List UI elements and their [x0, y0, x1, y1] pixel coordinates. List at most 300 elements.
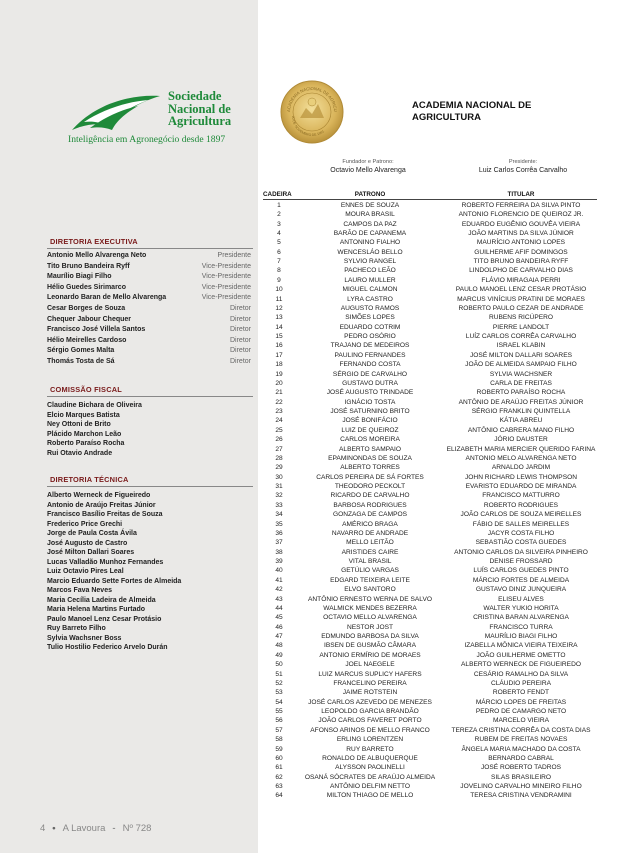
- titular-name: ROBERTO PARAÍSO ROCHA: [476, 389, 566, 397]
- issue-number: Nº 728: [122, 823, 152, 834]
- titular-name: TERESA CRISTINA VENDRAMINI: [470, 792, 572, 800]
- page-number: 4: [40, 823, 46, 834]
- titular-name: TITO BRUNO BANDEIRA RYFF: [473, 258, 569, 266]
- table-row: [263, 585, 597, 594]
- header-cadeira: CADEIRA: [263, 191, 292, 198]
- table-row: [263, 670, 597, 679]
- table-row: [263, 576, 597, 585]
- member-role: Presidente: [217, 252, 251, 259]
- table-row: [263, 445, 597, 454]
- titular-name: RUBEM DE FREITAS NOVAES: [474, 736, 568, 744]
- member-role: Diretor: [229, 304, 251, 312]
- titular-name: SÉRGIO FRANKLIN QUINTELLA: [471, 408, 571, 416]
- titular-name: GUSTAVO DINIZ JUNQUEIRA: [475, 586, 567, 594]
- member-name: Antonio de Araújo Freitas Júnior: [47, 501, 156, 509]
- patrono-name: CARLOS MOREIRA: [340, 436, 400, 444]
- member-row: [47, 304, 251, 315]
- titular-name: IZABELLA MÔNICA VIEIRA TEIXEIRA: [464, 642, 578, 650]
- patrono-name: ANTONINO FIALHO: [339, 239, 401, 247]
- member-row: [47, 272, 251, 283]
- patrono-name: AMÉRICO BRAGA: [342, 520, 398, 528]
- table-row: [263, 370, 597, 379]
- table-row: [263, 763, 597, 772]
- member-name: Maurílio Biagi Filho: [47, 273, 112, 281]
- divider: [47, 248, 253, 249]
- cadeira-number: 31: [275, 483, 283, 491]
- member-role: Diretor: [229, 357, 251, 365]
- patrono-name: CAMPOS DA PAZ: [343, 220, 397, 228]
- member-role: Diretor: [229, 315, 251, 323]
- cadeira-number: 40: [275, 567, 283, 575]
- member-role: Vice-Presidente: [201, 262, 251, 270]
- titular-name: ANTÔNIO CABRERA MANO FILHO: [467, 426, 575, 434]
- diretoria-tecnica-title: DIRETORIA TÉCNICA: [50, 475, 129, 484]
- cadeira-number: 41: [275, 576, 283, 584]
- cadeira-number: 63: [275, 783, 283, 791]
- titular-name: ANTÔNIO DE ARAÚJO FREITAS JÚNIOR: [458, 398, 584, 406]
- member-name: Leonardo Baran de Mello Alvarenga: [47, 294, 167, 302]
- diretoria-tecnica-list: [47, 491, 253, 653]
- cadeira-number: 33: [275, 501, 283, 509]
- cadeira-number: 4: [277, 229, 281, 237]
- table-row: [263, 210, 597, 219]
- cadeira-number: 64: [275, 792, 283, 800]
- table-row: [263, 632, 597, 641]
- patrono-name: NAVARRO DE ANDRADE: [331, 529, 409, 537]
- table-row: [263, 698, 597, 707]
- patrono-name: ALBERTO SAMPAIO: [339, 445, 401, 453]
- patrono-name: OCTAVIO MELLO ALVARENGA: [323, 614, 417, 622]
- divider: [47, 486, 253, 487]
- table-header: [263, 190, 597, 199]
- table-row: [263, 716, 597, 725]
- cadeira-number: 45: [275, 614, 283, 622]
- table-row: [263, 529, 597, 538]
- patrono-name: ANTÔNIO DELFIM NETTO: [329, 783, 411, 791]
- cadeira-number: 27: [275, 445, 283, 453]
- patrono-name: JAIME ROTSTEIN: [342, 689, 398, 697]
- cadeira-number: 32: [275, 492, 283, 500]
- divider: [47, 396, 253, 397]
- patrono-name: BARBOSA RODRIGUES: [333, 501, 407, 509]
- titular-name: ÂNGELA MARIA MACHADO DA COSTA: [461, 745, 581, 753]
- cadeira-number: 25: [275, 426, 283, 434]
- member-name: Claudine Bichara de Oliveira: [47, 402, 142, 409]
- member-name: Thomás Tosta de Sá: [47, 357, 115, 365]
- member-name: Ney Ottoni de Brito: [47, 421, 111, 428]
- table-row: [263, 304, 597, 313]
- sna-logo: [70, 86, 250, 156]
- member-name: Tito Bruno Bandeira Ryff: [47, 262, 130, 270]
- cadeira-number: 23: [275, 408, 283, 416]
- page-footer: 4 • A Lavoura - Nº 728: [40, 823, 152, 834]
- patrono-name: CARLOS PEREIRA DE SÁ FORTES: [316, 473, 424, 481]
- comissao-fiscal-list: [47, 401, 253, 458]
- table-row: [263, 388, 597, 397]
- table-row: [263, 604, 597, 613]
- titular-name: JOVELINO CARVALHO MINEIRO FILHO: [460, 783, 582, 791]
- academia-title-line-1: ACADEMIA NACIONAL DE: [412, 100, 532, 111]
- titular-name: EDUARDO EUGÊNIO GOUVÊA VIEIRA: [461, 220, 581, 228]
- cadeira-number: 62: [275, 773, 283, 781]
- patrono-name: LAURO MULLER: [344, 276, 396, 284]
- table-row: [263, 782, 597, 791]
- patrono-name: LYRA CASTRO: [347, 295, 393, 303]
- cadeira-number: 2: [277, 211, 281, 219]
- titular-name: MÁRCIO FORTES DE ALMEIDA: [472, 576, 570, 584]
- member-row: [47, 293, 251, 304]
- seal-text: ACADEMIA NACIONAL DE AGRICU: [285, 85, 339, 113]
- titular-name: CESÁRIO RAMALHO DA SILVA: [473, 670, 569, 678]
- patrono-name: ENNES DE SOUZA: [340, 201, 400, 209]
- sna-leaf-icon: [70, 92, 162, 136]
- cadeira-number: 22: [275, 398, 283, 406]
- table-row: [263, 754, 597, 763]
- table-row: [263, 745, 597, 754]
- header-rule: [263, 199, 597, 200]
- titular-name: JOSÉ ROBERTO TADROS: [480, 764, 562, 772]
- titular-name: BERNARDO CABRAL: [488, 754, 554, 762]
- table-row: [263, 641, 597, 650]
- cadeira-number: 44: [275, 604, 283, 612]
- table-row: [263, 595, 597, 604]
- titular-name: RUBENS RICÚPERO: [488, 314, 554, 322]
- member-name: Maria Cecília Ladeira de Almeida: [47, 596, 156, 604]
- cadeira-number: 37: [275, 539, 283, 547]
- table-row: [263, 501, 597, 510]
- titular-name: JÓRIO DAUSTER: [494, 436, 548, 444]
- titular-name: DENISE FROSSARD: [489, 558, 553, 566]
- cadeira-number: 42: [275, 586, 283, 594]
- patrono-name: FRANCELINO PEREIRA: [333, 679, 407, 687]
- cadeira-number: 26: [275, 436, 283, 444]
- titular-name: SILAS BRASILEIRO: [490, 773, 552, 781]
- titular-name: EVARISTO EDUARDO DE MIRANDA: [465, 483, 577, 491]
- titular-name: LUÍS CARLOS GUEDES PINTO: [473, 567, 569, 575]
- titular-name: ANTONIO MELO ALVARENGA NETO: [465, 454, 577, 462]
- cadeira-number: 20: [275, 379, 283, 387]
- patrono-name: JOSÉ SATURNINO BRITO: [330, 408, 410, 416]
- table-row: [263, 548, 597, 557]
- member-role: Vice-Presidente: [201, 283, 251, 291]
- diretoria-executiva-list: [47, 251, 251, 368]
- titular-name: LUÍZ CARLOS CORRÊA CARVALHO: [465, 333, 577, 341]
- table-row: [263, 491, 597, 500]
- cadeira-number: 46: [275, 623, 283, 631]
- patrono-name: GUSTAVO DUTRA: [342, 379, 398, 387]
- titular-name: ROBERTO FENDT: [492, 689, 550, 697]
- member-name: Roberto Paraíso Rocha: [47, 440, 125, 447]
- table-row: [263, 407, 597, 416]
- member-name: Elcio Marques Batista: [47, 411, 120, 419]
- titular-name: ANTONIO CARLOS DA SILVEIRA PINHEIRO: [454, 548, 588, 556]
- patrono-name: JOSÉ BONIFÁCIO: [342, 417, 398, 425]
- logo-line-1: Sociedade: [168, 89, 222, 103]
- table-row: [263, 726, 597, 735]
- cadeira-number: 51: [275, 670, 283, 678]
- member-name: Cesar Borges de Souza: [47, 304, 126, 312]
- table-row: [263, 416, 597, 425]
- cadeira-number: 52: [275, 679, 283, 687]
- cadeira-number: 28: [275, 454, 283, 462]
- member-name: Chequer Jabour Chequer: [47, 315, 132, 323]
- table-row: [263, 688, 597, 697]
- member-role: Diretor: [229, 347, 251, 355]
- titular-name: ROBERTO FERREIRA DA SILVA PINTO: [461, 201, 581, 209]
- header-patrono: PATRONO: [354, 191, 386, 198]
- cadeira-number: 1: [277, 201, 281, 209]
- cadeira-number: 56: [275, 717, 283, 725]
- titular-name: GUILHERME AFIF DOMINGOS: [474, 248, 568, 256]
- table-row: [263, 276, 597, 285]
- table-row: [263, 463, 597, 472]
- titular-name: FRANCISCO TURRA: [489, 623, 553, 631]
- patrono-name: AFONSO ARINOS DE MELLO FRANCO: [310, 726, 430, 734]
- table-row: [263, 426, 597, 435]
- member-name: Francisco Basílio Freitas de Souza: [47, 511, 163, 518]
- titular-name: JACYR COSTA FILHO: [487, 529, 555, 537]
- table-row: [263, 229, 597, 238]
- founder-label: Fundador e Patrono:: [342, 159, 394, 165]
- titular-name: MARCUS VINÍCIUS PRATINI DE MORAES: [457, 295, 585, 303]
- president-block: [468, 158, 578, 175]
- titular-name: JOÃO DE ALMEIDA SAMPAIO FILHO: [465, 361, 577, 369]
- header-titular: TITULAR: [507, 191, 535, 198]
- cadeira-number: 57: [275, 726, 283, 734]
- patrono-name: AUGUSTO RAMOS: [340, 304, 400, 312]
- president-name: Luiz Carlos Corrêa Carvalho: [478, 167, 568, 174]
- table-row: [263, 257, 597, 266]
- member-name: José Milton Dallari Soares: [47, 549, 135, 556]
- cadeira-number: 11: [275, 295, 283, 303]
- titular-name: CARLA DE FREITAS: [490, 379, 552, 387]
- patrono-name: JOÃO CARLOS FAVERET PORTO: [318, 717, 422, 725]
- titular-name: CLÁUDIO PEREIRA: [490, 679, 552, 687]
- cadeira-number: 9: [277, 276, 281, 284]
- cadeira-number: 15: [275, 333, 283, 341]
- cadeira-number: 3: [277, 220, 281, 228]
- cadeira-number: 53: [275, 689, 283, 697]
- table-row: [263, 248, 597, 257]
- patrono-name: SIMÕES LOPES: [345, 314, 395, 322]
- cadeira-number: 36: [275, 529, 283, 537]
- cadeira-number: 10: [275, 286, 283, 294]
- cadeira-number: 17: [275, 351, 283, 359]
- patrono-name: GETÚLIO VARGAS: [341, 567, 399, 575]
- cadeira-number: 50: [275, 661, 283, 669]
- founder-block: [316, 158, 420, 175]
- patrono-name: WALMICK MENDES BEZERRA: [323, 604, 417, 612]
- cadeira-number: 48: [275, 642, 283, 650]
- cadeira-number: 38: [275, 548, 283, 556]
- patrono-name: PEDRO OSÓRIO: [344, 333, 396, 341]
- logo-line-3: Agricultura: [168, 114, 232, 128]
- table-row: [263, 313, 597, 322]
- cadeira-number: 47: [275, 633, 283, 641]
- cadeira-number: 34: [275, 511, 283, 519]
- patrono-name: EDUARDO COTRIM: [339, 323, 401, 331]
- patrono-name: RONALDO DE ALBUQUERQUE: [322, 754, 418, 762]
- cadeira-number: 55: [275, 708, 283, 716]
- member-name: Luiz Octavio Pires Leal: [47, 568, 124, 575]
- table-body: [263, 201, 597, 801]
- cadeira-number: 58: [275, 736, 283, 744]
- member-row: [47, 346, 251, 357]
- titular-name: ARNALDO JARDIM: [491, 464, 551, 472]
- member-row: [47, 336, 251, 347]
- sna-logo-text: [168, 90, 231, 128]
- member-name: Rui Otavio Andrade: [47, 449, 113, 457]
- patrono-name: IGNÁCIO TOSTA: [344, 398, 396, 406]
- cadeira-number: 49: [275, 651, 283, 659]
- titular-name: ELISEU ALVES: [498, 595, 544, 603]
- cadeira-number: 54: [275, 698, 283, 706]
- table-row: [263, 379, 597, 388]
- titular-name: ANTONIO FLORENCIO DE QUEIROZ JR.: [458, 211, 584, 219]
- academia-title-line-2: AGRICULTURA: [412, 111, 481, 123]
- table-row: [263, 679, 597, 688]
- table-row: [263, 295, 597, 304]
- member-name: Jorge de Paula Costa Ávila: [47, 530, 137, 537]
- patrono-name: ALYSSON PAOLINELLI: [335, 764, 405, 772]
- sna-tagline: Inteligência em Agronegócio desde 1897: [68, 134, 226, 145]
- titular-name: ROBERTO PAULO CEZAR DE ANDRADE: [458, 304, 584, 312]
- titular-name: MAURÍCIO ANTONIO LOPES: [476, 239, 566, 247]
- member-name: Francisco José Villela Santos: [47, 326, 146, 334]
- table-row: [263, 332, 597, 341]
- patrono-name: ALBERTO TORRES: [340, 464, 400, 472]
- member-row: [47, 262, 251, 273]
- patrono-name: ANTONIO ERMÍRIO DE MORAES: [319, 651, 421, 659]
- titular-name: FÁBIO DE SALLES MEIRELLES: [472, 520, 570, 528]
- patrono-name: SYLVIO RANGEL: [343, 258, 397, 266]
- table-row: [263, 791, 597, 800]
- patrono-name: EDMUNDO BARBOSA DA SILVA: [321, 633, 419, 641]
- member-row: [47, 251, 251, 262]
- patrono-name: LUIZ MARCUS SUPLICY HAFERS: [318, 670, 422, 678]
- titular-name: WALTER YUKIO HORITA: [483, 604, 559, 612]
- titular-name: JOHN RICHARD LEWIS THOMPSON: [465, 473, 577, 481]
- table-row: [263, 482, 597, 491]
- founder-name: Octavio Mello Alvarenga: [330, 167, 406, 174]
- cadeira-number: 16: [275, 342, 283, 350]
- table-row: [263, 351, 597, 360]
- patrono-name: VITAL BRASIL: [348, 558, 392, 566]
- titular-name: MAURÍLIO BIAGI FILHO: [484, 633, 558, 641]
- right-column: [258, 0, 641, 853]
- logo-line-2: Nacional de: [168, 101, 231, 116]
- titular-name: ALBERTO WERNECK DE FIGUEIREDO: [461, 661, 581, 669]
- patrono-name: ANTÔNIO ERNESTO WERNA DE SALVO: [308, 595, 432, 603]
- patrono-name: RICARDO DE CARVALHO: [330, 492, 410, 500]
- cadeira-number: 6: [277, 248, 281, 256]
- titular-name: CRISTINA BARAN ALVARENGA: [473, 614, 569, 622]
- member-name: Plácido Marchon Leão: [47, 430, 122, 438]
- titular-name: PIERRE LANDOLT: [492, 323, 550, 331]
- cadeira-number: 12: [275, 304, 283, 312]
- table-row: [263, 341, 597, 350]
- patrono-name: TRAJANO DE MEDEIROS: [330, 342, 410, 350]
- cadeira-number: 30: [275, 473, 283, 481]
- patrono-name: MIGUEL CALMON: [342, 286, 398, 294]
- cadeira-number: 43: [275, 595, 283, 603]
- patrono-name: PACHECO LEÃO: [344, 267, 396, 275]
- table-row: [263, 266, 597, 275]
- table-row: [263, 566, 597, 575]
- member-name: Hélio Guedes Sirimarco: [47, 283, 126, 291]
- member-role: Vice-Presidente: [201, 294, 251, 302]
- member-role: Diretor: [229, 326, 251, 334]
- comissao-fiscal-title: COMISSÃO FISCAL: [50, 385, 122, 394]
- patrono-name: WENCESLÁO BELLO: [337, 248, 403, 256]
- seal-date: 20 DE NOVEMBRO DE 1991: [290, 115, 325, 138]
- titular-name: MÁRCIO LOPES DE FREITAS: [475, 698, 567, 706]
- titular-name: JOÃO GUILHERME OMETTO: [476, 651, 566, 659]
- patrono-name: IBSEN DE GUSMÃO CÂMARA: [324, 642, 416, 650]
- table-row: [263, 613, 597, 622]
- member-role: Diretor: [229, 336, 251, 344]
- left-column: [0, 0, 258, 853]
- titular-name: JOÃO CARLOS DE SOUZA MEIRELLES: [460, 511, 582, 519]
- president-label: Presidente:: [508, 159, 538, 165]
- cadeira-number: 39: [275, 558, 283, 566]
- patrono-name: OSANÁ SÓCRATES DE ARAÚJO ALMEIDA: [304, 773, 436, 781]
- patrono-name: THEODORO PECKOLT: [334, 483, 406, 491]
- titular-name: FRANCISCO MATTURRO: [482, 492, 560, 500]
- member-name: Frederico Price Grechi: [47, 520, 123, 528]
- patrono-name: GONZAGA DE CAMPOS: [332, 511, 407, 519]
- table-row: [263, 398, 597, 407]
- titular-name: ROBERTO RODRIGUES: [483, 501, 559, 509]
- titular-name: ELIZABETH MARIA MERCIER QUERIDO FARINA: [446, 445, 596, 453]
- patrono-name: NESTOR JOST: [346, 623, 394, 631]
- table-row: [263, 651, 597, 660]
- cadeira-number: 19: [275, 370, 283, 378]
- cadeira-number: 5: [277, 239, 281, 247]
- member-name: José Augusto de Castro: [47, 539, 128, 547]
- patrono-name: JOSÉ AUGUSTO TRINDADE: [326, 389, 414, 397]
- table-row: [263, 435, 597, 444]
- member-row: [47, 283, 251, 294]
- patrono-name: LEOPOLDO GARCIA BRANDÃO: [321, 708, 419, 716]
- table-row: [263, 238, 597, 247]
- cadeira-number: 14: [275, 323, 283, 331]
- patrono-name: MELLO LEITÃO: [346, 539, 394, 547]
- patrono-name: BARÃO DE CAPANEMA: [333, 229, 407, 237]
- member-row: [47, 357, 251, 368]
- titular-name: MARCELO VIEIRA: [492, 717, 550, 725]
- table-row: [263, 201, 597, 210]
- table-row: [263, 323, 597, 332]
- table-row: [263, 220, 597, 229]
- titular-name: SYLVIA WACHSNER: [489, 370, 553, 378]
- cadeiras-table: [263, 190, 597, 801]
- table-row: [263, 520, 597, 529]
- titular-name: ISRAEL KLABIN: [496, 342, 546, 350]
- cadeira-number: 7: [277, 258, 281, 266]
- member-row: [47, 315, 251, 326]
- member-name: Hélio Meirelles Cardoso: [47, 336, 127, 344]
- table-row: [263, 735, 597, 744]
- academia-title: [412, 100, 531, 123]
- member-name: Paulo Manoel Lenz Cesar Protásio: [47, 615, 162, 623]
- table-row: [263, 707, 597, 716]
- patrono-name: MILTON THIAGO DE MELLO: [326, 792, 414, 800]
- diretoria-executiva-title: DIRETORIA EXECUTIVA: [50, 237, 138, 246]
- patrono-name: MOURA BRASIL: [345, 211, 395, 219]
- cadeira-number: 59: [275, 745, 283, 753]
- titular-name: JOÃO MARTINS DA SILVA JÚNIOR: [468, 229, 574, 237]
